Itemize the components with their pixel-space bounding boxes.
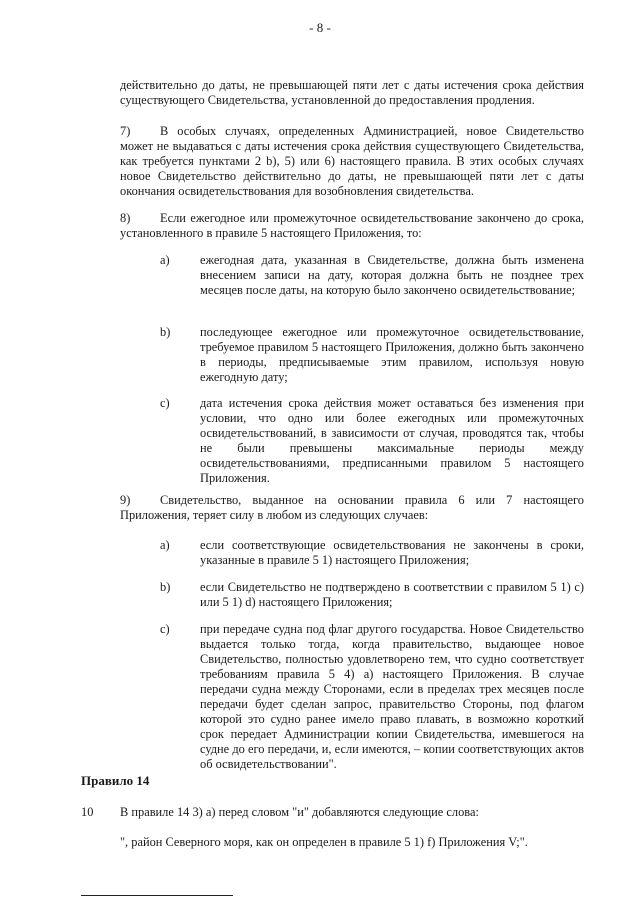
list-item-letter: a) [160, 253, 170, 267]
section-heading: Правило 14 [81, 773, 150, 788]
paragraph-continuation: действительно до даты, не превышающей пяти лет с даты истечения срока действия существующего Свидетельства, установленной до предоставления продления. [120, 78, 584, 107]
list-item-letter: c) [160, 622, 170, 636]
paragraph-text: Если ежегодное или промежуточное освидетельствование закончено до срока, установленного в правиле 5 настоящего Приложения, то: [120, 211, 584, 240]
amendment-number: 10 [81, 805, 94, 819]
list-item-letter: b) [160, 580, 171, 594]
list-item-text: если Свидетельство не подтверждено в соответствии с правилом 5 1) c) или 5 1) d) настоящего Приложения; [200, 580, 584, 609]
list-item-text: если соответствующие освидетельствования не закончены в сроки, указанные в правиле 5 1) настоящего Приложения; [200, 538, 584, 567]
paragraph-8 [120, 211, 584, 241]
amendment-text: В правиле 14 3) a) перед словом "и" добавляются следующие слова: [120, 805, 479, 819]
list-item-text: ежегодная дата, указанная в Свидетельстве, должна быть изменена внесением записи на дату, которая должна быть не позднее трех месяцев после даты, на которую было закончено освидетельствование; [200, 253, 584, 297]
paragraph-number: 8) [120, 211, 131, 225]
paragraph-9 [120, 493, 584, 523]
paragraph-text: Свидетельство, выданное на основании правила 6 или 7 настоящего Приложения, теряет силу в любом из следующих случаев: [120, 493, 584, 522]
list-item-letter: c) [160, 396, 170, 410]
paragraph-number: 7) [120, 124, 131, 138]
list-item-text: дата истечения срока действия может оставаться без изменения при условии, что одно или более ежегодных или промежуточных освидетельствований, в зависимости от случая, проводятся так, чтобы не были превышены максимальные периоды между освидетельствованиями, предписанными правилом 5 настоящего Приложения. [200, 396, 584, 485]
page-number: - 8 - [309, 20, 331, 35]
paragraph-number: 9) [120, 493, 131, 507]
paragraph-text: В особых случаях, определенных Администрацией, новое Свидетельство может не выдаваться с даты истечения срока действия существующего Свидетельства, как требуется пунктами 2 b), 5) или 6) настоящего правила. В этих особых случаях новое Свидетельство действительно до даты, не превышающей пяти лет с даты окончания освидетельствования для возобновления свидетельства. [120, 124, 584, 198]
amendment-quote: ", район Северного моря, как он определен в правиле 5 1) f) Приложения V;". [120, 835, 528, 849]
list-item-text: последующее ежегодное или промежуточное освидетельствование, требуемое правилом 5 настоящего Приложения, должно быть закончено в периоды, предписываемые этим правилом, используя новую ежегодную дату; [200, 325, 584, 384]
list-item-text: при передаче судна под флаг другого государства. Новое Свидетельство выдается только тогда, когда правительство, выдающее новое Свидетельство, полностью удовлетворено тем, что судно соответствует требованиям правила 5 4) a) настоящего Приложения. В случае передачи судна между Сторонами, если в пределах трех месяцев после передачи будет сделан запрос, правительство Стороны, под флагом которой это судно ранее имело право плавать, в возможно короткий срок передает Администрации копии Свидетельства, имевшегося на судне до его передачи, и, если имеются, – копии соответствующих актов об освидетельствовании". [200, 622, 584, 771]
list-item-letter: a) [160, 538, 170, 552]
footnote-divider [81, 895, 233, 896]
paragraph-7 [120, 124, 584, 199]
list-item-letter: b) [160, 325, 171, 339]
